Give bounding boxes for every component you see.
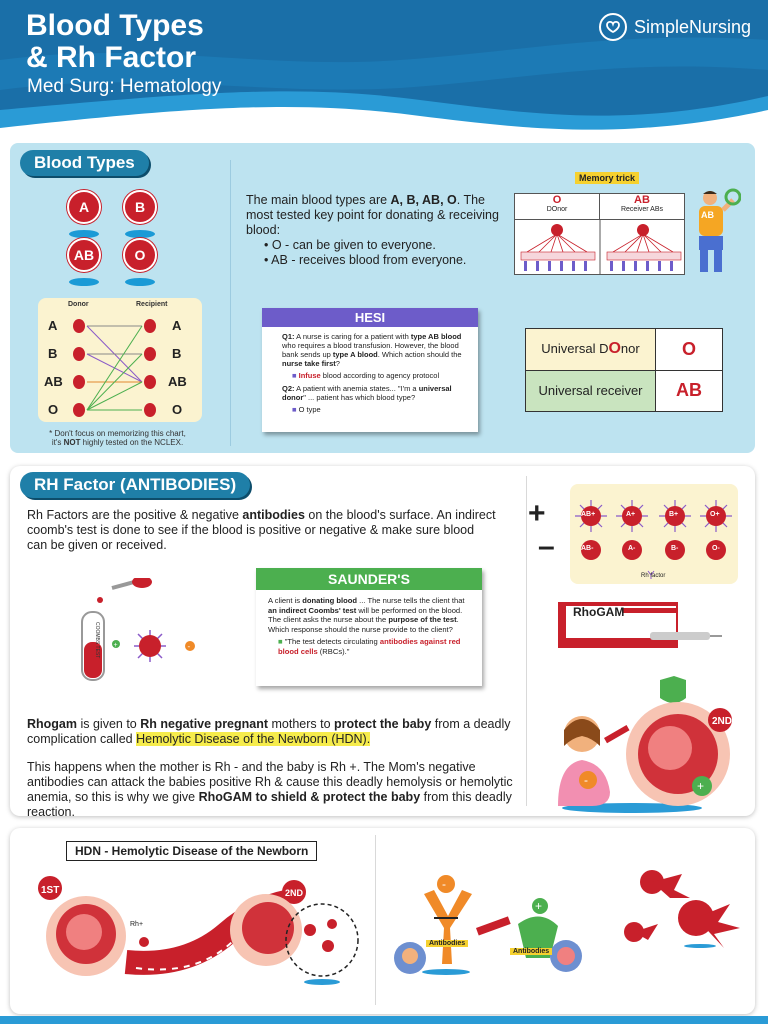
p-bold: Rh negative pregnant	[140, 717, 269, 731]
cell-label: B-	[671, 545, 679, 552]
hesi-box	[262, 308, 478, 432]
antibodies-tag: Antibodies	[426, 940, 468, 947]
coombs-test-illustration	[76, 578, 202, 682]
label-text: nor	[620, 341, 640, 357]
q-bold: donating blood	[302, 596, 358, 605]
cell-label: AB-	[581, 545, 594, 552]
saunders-question	[268, 596, 472, 634]
q-text: " ... patient has which blood type?	[303, 393, 416, 402]
chart-row-recipient: AB	[168, 374, 187, 389]
rh-text: Rh Factors are the positive & negative	[27, 508, 243, 522]
intro-bullet-1: • O - can be given to everyone.	[264, 238, 436, 252]
svg-text:+: +	[697, 779, 705, 793]
q-label: Q2:	[282, 384, 295, 393]
rh-text: on the blood's surface. An indirect coomb's test is done to see if the blood is positive or negative & make sure blood can be given or received.	[27, 508, 496, 552]
label-text: Universal D	[541, 341, 609, 357]
p-text: from this deadly reaction.	[27, 790, 512, 819]
cell-label: AB+	[581, 511, 596, 518]
plus-sign: +	[528, 497, 546, 530]
svg-text:+: +	[535, 899, 543, 913]
p-text: This happens when the mother is Rh - and the baby is Rh +. The Mom's negative antibodies can attack the babies positive Rh & cause this deadly hemolysis or hemolytic anemia, so this is why we give	[27, 760, 513, 804]
svg-text:-: -	[442, 877, 446, 891]
a-text: O type	[298, 405, 321, 414]
q-text: A client is	[268, 596, 303, 605]
brand-name: SimpleNursing	[634, 16, 752, 37]
antibody-illustration	[390, 868, 746, 1008]
hesi-a1: ■ Infuse blood according to agency protocol	[292, 371, 440, 380]
a-bold: antibodies against red blood cells	[278, 637, 461, 656]
memory-trick-box	[514, 193, 685, 275]
universal-table	[525, 328, 723, 412]
rh-bold: antibodies	[242, 508, 305, 522]
footer-bar	[0, 1016, 768, 1024]
memory-o-sub: DOnor	[546, 206, 568, 213]
memory-ab-title: AB	[634, 194, 650, 206]
second-pregnancy-label: 2ND	[285, 888, 304, 898]
column-divider	[375, 835, 376, 1005]
q-text: ... The nurse tells the client that	[357, 596, 465, 605]
svg-text:-: -	[187, 642, 191, 651]
chart-note	[30, 429, 205, 447]
intro-types: A, B, AB, O	[390, 193, 457, 207]
p-bold: RhoGAM to shield & protect the baby	[198, 790, 421, 804]
rhogam-paragraph	[27, 717, 517, 747]
intro-bullet-2: • AB - receives blood from everyone.	[264, 253, 467, 267]
page-title	[26, 10, 204, 74]
cell-shadow	[125, 230, 155, 238]
rh-cell-grid	[570, 484, 738, 584]
column-divider	[526, 476, 527, 806]
q-text: . Which response should the nurse provide to the client?	[268, 615, 459, 634]
blood-cell-label: B	[123, 190, 157, 224]
label-emphasis: O	[608, 340, 621, 358]
chart-row-recipient: A	[172, 318, 182, 333]
q-text: A patient with anemia states... "I'm a	[294, 384, 419, 393]
rhogam-box-label: RhoGAM	[573, 605, 625, 619]
tube-label: COOMBS TEST	[94, 622, 100, 659]
chart-row-donor: A	[48, 318, 58, 333]
q-text: who requires a blood transfusion. However, the blood bank sends up	[282, 341, 459, 359]
cell-label: A-	[628, 545, 636, 552]
svg-text:+: +	[113, 642, 118, 649]
hesi-q2	[282, 384, 470, 402]
blood-cell-ab	[67, 238, 101, 272]
strongman-figure	[693, 188, 741, 276]
rh-label: Rh+	[130, 921, 144, 928]
memory-ab-col	[600, 194, 684, 219]
q-bold: type AB blood	[410, 332, 462, 341]
strongman-label: AB	[701, 210, 714, 220]
blood-cell-label: O	[123, 238, 157, 272]
hesi-content	[262, 327, 478, 414]
hdn-highlight: Hemolytic Disease of the Newborn (HDN).	[136, 732, 371, 746]
blood-cell-o	[123, 238, 157, 272]
cell-label: B+	[669, 511, 679, 518]
q-label: Q1:	[282, 332, 295, 341]
page-subtitle: Med Surg: Hematology	[27, 76, 222, 97]
rh-intro	[27, 508, 497, 553]
first-pregnancy-label: 1ST	[41, 885, 60, 896]
note-emphasis: NOT	[63, 438, 81, 447]
p-bold: protect the baby	[334, 717, 432, 731]
q-text: ?	[335, 359, 340, 368]
title-line-1: Blood Types	[26, 9, 204, 42]
universal-donor-row	[526, 329, 723, 371]
memory-o-col	[515, 194, 600, 219]
blood-types-intro	[246, 193, 508, 268]
a-text: (RBCs)."	[317, 646, 350, 656]
title-line-2: & Rh Factor	[26, 41, 197, 74]
hdn-title: HDN - Hemolytic Disease of the Newborn	[66, 841, 317, 861]
q-bold: nurse take first	[282, 359, 336, 368]
brand-heart-icon	[598, 12, 628, 42]
memory-diagram	[515, 220, 686, 274]
memory-trick-label: Memory trick	[575, 172, 639, 184]
column-divider	[230, 160, 231, 446]
second-pregnancy-label: 2ND	[712, 716, 733, 727]
p-text: from a deadly complication called	[27, 717, 511, 746]
q-text: A nurse is caring for a patient with	[294, 332, 411, 341]
p-bold: Rhogam	[27, 717, 77, 731]
chart-arrows	[38, 298, 202, 422]
bullet-text: AB - receives blood from everyone.	[271, 253, 467, 267]
intro-text: . The most tested key point for donating & receiving blood:	[246, 193, 499, 237]
memory-header	[515, 194, 684, 220]
saunders-answer: ■ "The test detects circulating antibodies against red blood cells (RBCs)."	[278, 637, 461, 656]
note-line-2	[30, 438, 205, 447]
hesi-title: HESI	[262, 308, 478, 327]
chart-row-donor: O	[48, 402, 59, 417]
cell-label: A+	[626, 511, 636, 518]
rh-factor-legend: Rh factor	[641, 573, 666, 579]
svg-text:-: -	[584, 773, 588, 787]
blood-cell-label: AB	[67, 238, 101, 272]
chart-row-recipient: B	[172, 346, 182, 361]
a-bold: Infuse	[298, 371, 321, 380]
cell-shadow	[69, 278, 99, 286]
chart-row-donor: AB	[44, 374, 63, 389]
q-bold: an indirect Coombs' test	[268, 605, 357, 615]
chart-row-donor: B	[48, 346, 58, 361]
note-text: highly tested on the NCLEX.	[80, 438, 184, 447]
q-bold: universal donor	[282, 384, 452, 402]
note-text: it's	[51, 438, 64, 447]
universal-donor-value: O	[656, 329, 723, 371]
mother-injection-illustration	[552, 668, 750, 814]
cell-shadow	[69, 230, 99, 238]
memory-ab-sub: Receiver ABs	[620, 206, 664, 213]
rh-factor-heading: RH Factor (ANTIBODIES)	[20, 472, 250, 498]
q-bold: purpose of the test	[388, 615, 457, 624]
blood-cell-a	[67, 190, 101, 224]
q-text: . Which action should the	[377, 350, 462, 359]
mother-baby-paragraph	[27, 760, 517, 820]
blood-cell-label: A	[67, 190, 101, 224]
intro-text: The main blood types are	[246, 193, 391, 207]
hesi-q1	[282, 332, 470, 368]
saunders-box	[256, 568, 482, 686]
universal-receiver-label: Universal receiver	[526, 370, 656, 412]
antibodies-tag: Antibodies	[510, 948, 552, 955]
q-bold: type A blood	[332, 350, 378, 359]
memory-o-title: O	[552, 194, 562, 206]
a-text: blood according to agency protocol	[320, 371, 440, 380]
saunders-content	[256, 590, 482, 656]
universal-receiver-value: AB	[656, 370, 723, 412]
saunders-title: SAUNDER'S	[256, 568, 482, 590]
universal-receiver-row	[526, 370, 723, 412]
brand-logo	[598, 12, 751, 42]
hesi-a2: ■ O type	[292, 405, 321, 414]
cell-label: O+	[710, 511, 720, 518]
a-text: "The test detects circulating	[284, 637, 380, 646]
donor-label: Donor	[68, 301, 89, 308]
universal-donor-label	[526, 329, 656, 371]
chart-row-recipient: O	[172, 402, 183, 417]
q-text: will be performed on the blood. The client asks the nurse about the	[268, 605, 463, 624]
cell-shadow	[125, 278, 155, 286]
cell-label: O-	[712, 545, 720, 552]
blood-types-heading: Blood Types	[20, 150, 149, 176]
minus-sign: –	[538, 530, 555, 563]
note-line-1: * Don't focus on memorizing this chart,	[49, 429, 186, 438]
bullet-text: O - can be given to everyone.	[271, 238, 436, 252]
p-text: mothers to	[268, 717, 335, 731]
hdn-illustration	[36, 872, 362, 1000]
blood-cell-b	[123, 190, 157, 224]
recipient-label: Recipient	[136, 301, 168, 308]
p-text: is given to	[77, 717, 141, 731]
